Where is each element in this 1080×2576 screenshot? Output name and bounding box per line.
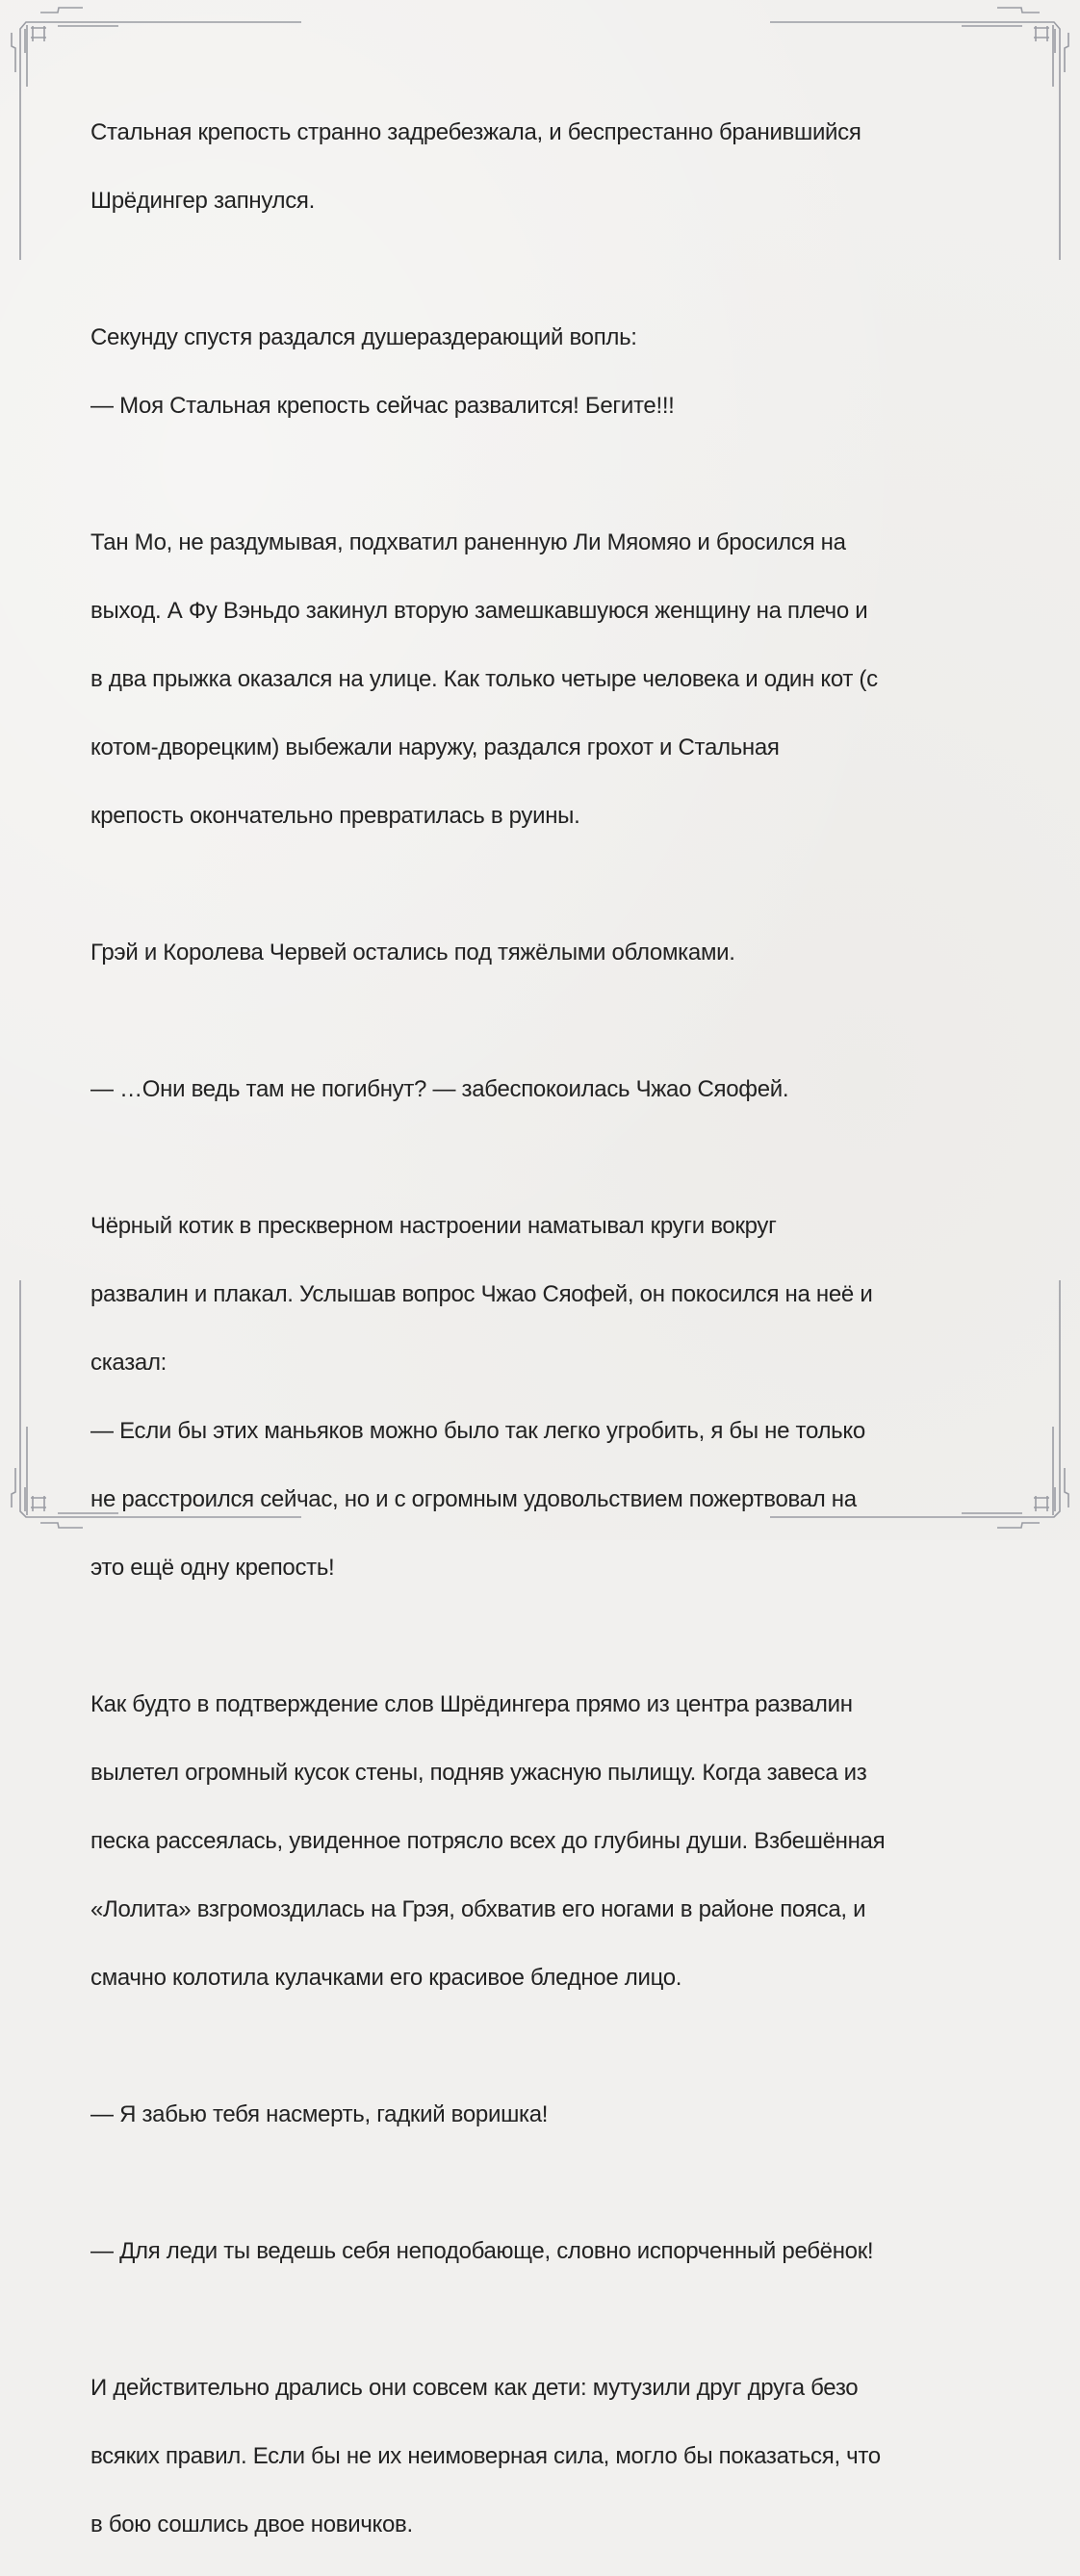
text-line: всяких правил. Если бы не их неимоверная сила, могло бы показаться, что — [90, 2442, 881, 2469]
text-line: Стальная крепость странно задребезжала, и беспрестанно бранившийся — [90, 118, 861, 145]
paragraph — [90, 901, 986, 1004]
text-line: Шрёдингер запнулся. — [90, 187, 315, 214]
text-line: вылетел огромный кусок стены, подняв ужасную пылищу. Когда завеса из — [90, 1759, 867, 1786]
text-line: выход. А Фу Вэньдо закинул вторую замешкавшуюся женщину на плечо и — [90, 597, 868, 624]
paragraph — [90, 491, 986, 867]
paragraph — [90, 2200, 986, 2303]
text-line: не расстроился сейчас, но и с огромным удовольствием пожертвовал на — [90, 1485, 857, 1512]
text-line: в два прыжка оказался на улице. Как только четыре человека и один кот (с — [90, 665, 878, 692]
text-line: в бою сошлись двое новичков. — [90, 2511, 413, 2537]
text-line: — Для леди ты ведешь себя неподобающе, словно испорченный ребёнок! — [90, 2237, 874, 2264]
text-line: песка рассеялась, увиденное потрясло всех до глубины души. Взбешённая — [90, 1827, 886, 1854]
text-line: смачно колотила кулачками его красивое бледное лицо. — [90, 1964, 682, 1991]
text-line: — Я забью тебя насмерть, гадкий воришка! — [90, 2100, 549, 2127]
text-line: развалин и плакал. Услышав вопрос Чжао Сяофей, он покосился на неё и — [90, 1280, 873, 1307]
text-line: Как будто в подтверждение слов Шрёдингера прямо из центра развалин — [90, 1690, 853, 1717]
text-line: — Если бы этих маньяков можно было так легко угробить, я бы не только — [90, 1417, 865, 1444]
text-line: — …Они ведь там не погибнут? — забеспокоилась Чжао Сяофей. — [90, 1075, 789, 1102]
text-line: Чёрный котик в прескверном настроении наматывал круги вокруг — [90, 1212, 777, 1239]
paragraph — [90, 286, 986, 457]
document-body — [90, 81, 986, 2576]
text-line: Тан Мо, не раздумывая, подхватил раненную Ли Мяомяо и бросился на — [90, 528, 846, 555]
text-line: сказал: — [90, 1349, 167, 1376]
text-line: Секунду спустя раздался душераздерающий вопль: — [90, 323, 637, 350]
text-line: И действительно дрались они совсем как дети: мутузили друг друга безо — [90, 2374, 859, 2401]
text-line: котом-дворецким) выбежали наружу, раздался грохот и Стальная — [90, 734, 780, 760]
paragraph — [90, 2336, 986, 2576]
text-line: Грэй и Королева Червей остались под тяжёлыми обломками. — [90, 939, 735, 966]
paragraph — [90, 1174, 986, 1619]
text-line: — Моя Стальная крепость сейчас развалится! Бегите!!! — [90, 392, 675, 419]
text-line: это ещё одну крепость! — [90, 1554, 335, 1581]
paragraph — [90, 81, 986, 252]
text-line: «Лолита» взгромоздилась на Грэя, обхватив его ногами в районе пояса, и — [90, 1895, 866, 1922]
paragraph — [90, 1653, 986, 2029]
paragraph — [90, 2063, 986, 2166]
paragraph — [90, 1038, 986, 1141]
text-line: крепость окончательно превратилась в руины. — [90, 802, 580, 829]
